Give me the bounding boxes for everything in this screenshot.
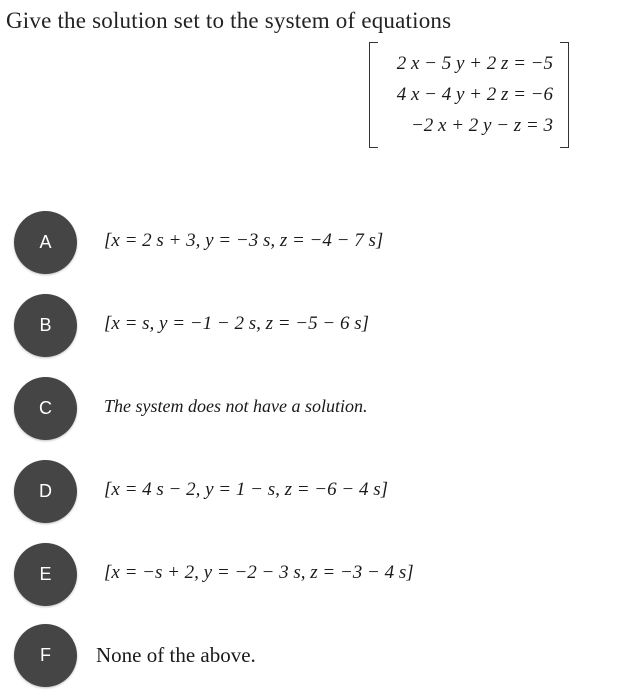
- left-bracket: [369, 42, 378, 148]
- option-c-text: The system does not have a solution.: [104, 396, 368, 416]
- option-b-text: [x = s, y = −1 − 2 s, z = −5 − 6 s]: [104, 313, 369, 334]
- option-f[interactable]: [0, 624, 627, 688]
- right-bracket: [560, 42, 569, 148]
- option-f-text: None of the above.: [96, 643, 256, 667]
- option-f-badge[interactable]: F: [14, 624, 77, 687]
- option-a-badge[interactable]: A: [14, 211, 77, 274]
- question-text: Give the solution set to the system of equations: [6, 8, 452, 33]
- option-d-badge[interactable]: D: [14, 460, 77, 523]
- option-a[interactable]: [0, 211, 627, 275]
- equations-list: [397, 48, 553, 141]
- option-d[interactable]: [0, 460, 627, 524]
- equation-2: 4 x − 4 y + 2 z = −6: [396, 84, 553, 105]
- option-a-text: [x = 2 s + 3, y = −3 s, z = −4 − 7 s]: [104, 230, 384, 251]
- option-d-text: [x = 4 s − 2, y = 1 − s, z = −6 − 4 s]: [104, 479, 388, 500]
- equation-1: 2 x − 5 y + 2 z = −5: [396, 53, 553, 74]
- option-b-badge[interactable]: B: [14, 294, 77, 357]
- option-b[interactable]: [0, 294, 627, 358]
- option-e[interactable]: [0, 543, 627, 607]
- option-e-text: [x = −s + 2, y = −2 − 3 s, z = −3 − 4 s]: [104, 562, 414, 583]
- option-c-badge[interactable]: C: [14, 377, 77, 440]
- equation-3: −2 x + 2 y − z = 3: [410, 115, 553, 136]
- equation-system: [369, 42, 569, 146]
- option-e-badge[interactable]: E: [14, 543, 77, 606]
- option-c[interactable]: [0, 377, 627, 441]
